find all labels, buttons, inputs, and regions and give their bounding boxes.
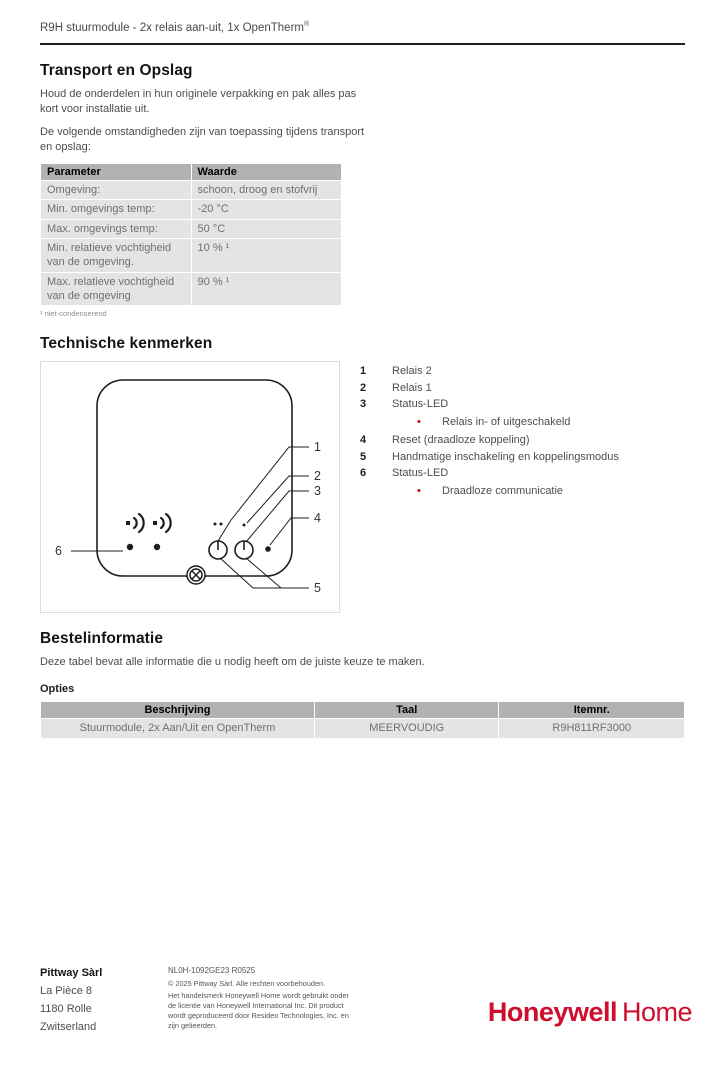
legend-label: Status-LED: [392, 398, 449, 411]
options-col-taal: Taal: [315, 702, 498, 718]
address-line: Zwitserland: [40, 1021, 97, 1033]
transport-table: [40, 163, 342, 306]
legend-number: 2: [360, 381, 367, 394]
param-cell: Min. omgevings temp:: [41, 200, 191, 218]
table-row: [41, 220, 341, 238]
device-outline: [97, 380, 292, 576]
options-col-beschrijving: Beschrijving: [41, 702, 314, 718]
legend-item-2: [360, 380, 619, 397]
table-row: [41, 181, 341, 199]
transport-heading: Transport en Opslag: [40, 61, 193, 79]
running-header-title: R9H stuurmodule - 2x relais aan-uit, 1x OpenTherm: [40, 21, 304, 34]
legend-item-6: [360, 465, 619, 482]
table-row: [41, 719, 684, 737]
language-cell: MEERVOUDIG: [315, 719, 498, 737]
legend-number: 5: [360, 450, 367, 463]
transport-para-1: Houd de onderdelen in hun originele verpakking en pak alles pas kort voor installatie uit.: [40, 87, 357, 115]
legend-label: Relais 2: [392, 365, 432, 378]
ordering-heading: Bestelinformatie: [40, 630, 164, 648]
diagram-legend: [360, 361, 619, 613]
device-diagram: [40, 361, 340, 613]
callout-number-5: 5: [314, 581, 321, 596]
callout-number-3: 3: [314, 484, 321, 499]
param-cell: Max. omgevings temp:: [41, 220, 191, 238]
transport-col-parameter: Parameter: [41, 164, 191, 180]
value-cell: 90 % ¹: [192, 273, 341, 306]
address-line: 1180 Rolle: [40, 1003, 92, 1015]
value-cell: 50 °C: [192, 220, 341, 238]
options-col-itemnr: Itemnr.: [499, 702, 684, 718]
legend-item-5: [360, 449, 619, 466]
red-bullet-icon: •: [417, 415, 421, 428]
callout-number-2: 2: [314, 469, 321, 484]
address-line: La Pièce 8: [40, 985, 92, 997]
legal-text: Het handelsmerk Honeywell Home wordt gebruikt onder de licentie van Honeywell International Inc. Dit product wordt geproduceerd door Resideo Technologies, Inc. en zijn gelieerden.: [168, 991, 349, 1030]
document-number: NL0H-1092GE23 R0525: [168, 966, 256, 975]
status-led-dot: [127, 544, 133, 550]
options-table-header-row: [41, 702, 684, 718]
legend-sub-label: Relais in- of uitgeschakeld: [442, 415, 571, 428]
ordering-para: Deze tabel bevat alle informatie die u nodig heeft om de juiste keuze te maken.: [40, 656, 425, 669]
copyright-line: © 2025 Pittway Sàrl. Alle rechten voorbehouden.: [168, 979, 326, 988]
legend-label: Handmatige inschakeling en koppelingsmodus: [392, 450, 619, 463]
running-header: [40, 0, 685, 45]
footer-legal-block: [168, 966, 354, 1030]
callout-number-1: 1: [314, 440, 321, 455]
param-cell: Max. relatieve vochtigheid van de omgeving: [41, 273, 191, 306]
transport-col-waarde: Waarde: [192, 164, 341, 180]
param-cell: Min. relatieve vochtigheid van de omgeving.: [41, 239, 191, 272]
device-diagram-svg: [41, 362, 341, 614]
options-subheading: Opties: [40, 683, 75, 696]
screw-icon: [187, 566, 205, 584]
legend-item-4: [360, 432, 619, 449]
transport-table-header-row: [41, 164, 341, 180]
legend-number: 6: [360, 467, 367, 480]
table-row: [41, 273, 341, 306]
legend-label: Status-LED: [392, 467, 449, 480]
relay2-marker-dot: [220, 523, 223, 526]
technical-heading: Technische kenmerken: [40, 335, 213, 353]
transport-para-2: De volgende omstandigheden zijn van toepassing tijdens transport en opslag:: [40, 125, 365, 154]
options-table: [40, 701, 685, 738]
legend-sub-label: Draadloze communicatie: [442, 484, 564, 497]
relay1-marker-dot: [243, 524, 246, 527]
legend-number: 4: [360, 434, 367, 447]
table-row: [41, 239, 341, 272]
itemnr-cell: R9H811RF3000: [499, 719, 684, 737]
logo-home: Home: [621, 997, 692, 1027]
footer-address-block: [40, 964, 102, 1036]
legend-item-3: [360, 396, 619, 413]
param-cell: Omgeving:: [41, 181, 191, 199]
company-name: Pittway Sàrl: [40, 967, 103, 979]
value-cell: 10 % ¹: [192, 239, 341, 272]
legend-sub-item: [417, 414, 619, 431]
honeywell-home-logo: [488, 999, 692, 1026]
logo-honeywell: Honeywell: [487, 997, 617, 1027]
legend-item-1: [360, 363, 619, 380]
value-cell: -20 °C: [192, 200, 341, 218]
legend-number: 3: [360, 398, 367, 411]
legend-label: Reset (draadloze koppeling): [392, 434, 530, 447]
callout-number-4: 4: [314, 511, 321, 526]
registered-mark: ®: [303, 21, 310, 28]
relay-status-led-dot: [265, 546, 271, 552]
description-cell: Stuurmodule, 2x Aan/Uit en OpenTherm: [41, 719, 314, 737]
relay2-marker-dot: [214, 523, 217, 526]
table-footnote: ¹ niet-condenserend: [40, 309, 107, 319]
table-row: [41, 200, 341, 218]
status-led-dot: [154, 544, 160, 550]
legend-label: Relais 1: [392, 381, 432, 394]
legend-sub-item: [417, 483, 619, 500]
red-bullet-icon: •: [417, 484, 421, 497]
legend-number: 1: [360, 365, 367, 378]
value-cell: schoon, droog en stofvrij: [192, 181, 341, 199]
callout-number-6: 6: [55, 544, 62, 559]
